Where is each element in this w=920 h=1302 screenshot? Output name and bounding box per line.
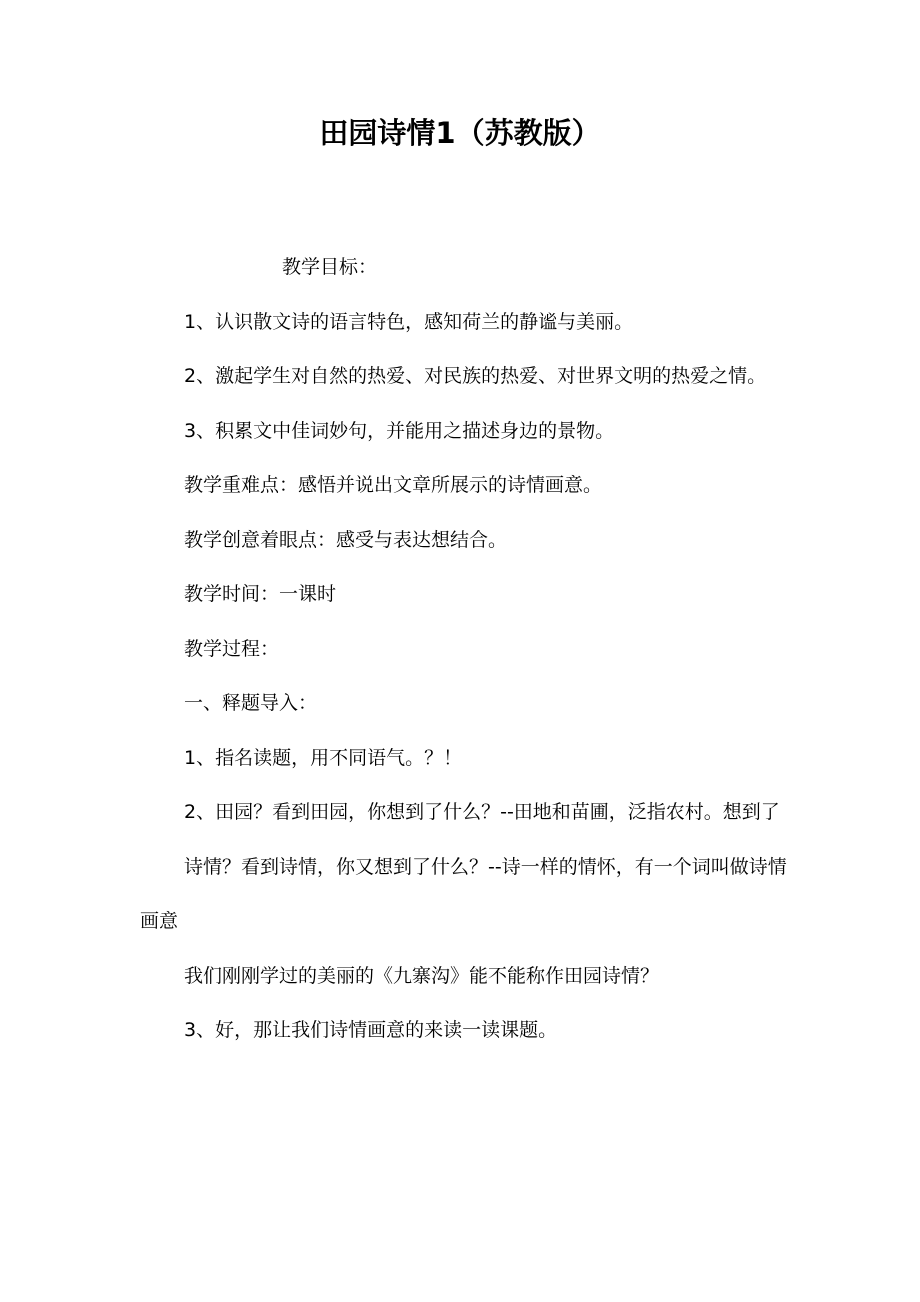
paragraph-key-difficulties: 教学重难点：感悟并说出文章所展示的诗情画意。 <box>184 474 603 496</box>
paragraph-teaching-time: 教学时间：一课时 <box>184 583 337 605</box>
paragraph-creative-focus: 教学创意着眼点：感受与表达想结合。 <box>184 528 508 551</box>
paragraph-step-3: 3、好，那让我们诗情画意的来读一读课题。 <box>184 1019 558 1041</box>
paragraph-step-2: 2、田园？看到田园，你想到了什么？--田地和苗圃，泛指农村。想到了 <box>184 801 780 823</box>
paragraph-teaching-goals-heading: 教学目标： <box>282 256 378 278</box>
paragraph-goal-1: 1、认识散文诗的语言特色，感知荷兰的静谧与美丽。 <box>184 310 634 333</box>
paragraph-goal-2: 2、激起学生对自然的热爱、对民族的热爱、对世界文明的热爱之情。 <box>184 365 767 387</box>
paragraph-step-1: 1、指名读题，用不同语气。？！ <box>184 746 463 769</box>
paragraph-step-2-continued: 诗情？看到诗情，你又想到了什么？--诗一样的情怀，有一个词叫做诗情画意 <box>140 855 787 932</box>
document-body <box>140 240 790 1058</box>
paragraph-section-one-heading: 一、释题导入： <box>184 692 318 714</box>
document-title: 田园诗情1（苏教版） <box>319 116 601 150</box>
paragraph-teaching-process: 教学过程： <box>184 637 280 660</box>
paragraph-goal-3: 3、积累文中佳词妙句，并能用之描述身边的景物。 <box>184 419 615 442</box>
paragraph-jiuzhaigou-question: 我们刚刚学过的美丽的《九寨沟》能不能称作田园诗情？ <box>184 964 660 987</box>
